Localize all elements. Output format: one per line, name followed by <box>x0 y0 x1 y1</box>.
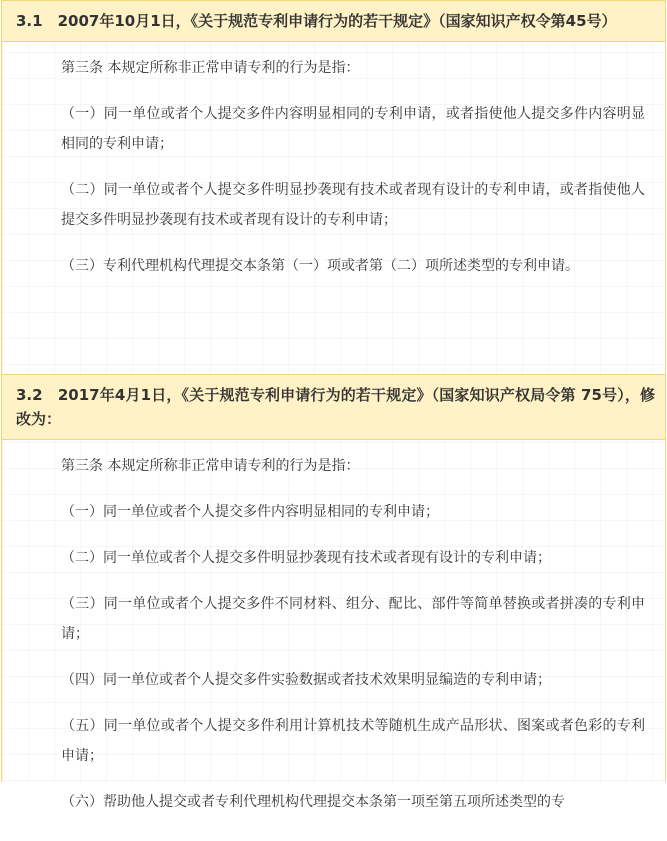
clause-5: （五）同一单位或者个人提交多件利用计算机技术等随机生成产品形状、图案或者色彩的专利申请； <box>61 718 645 764</box>
clause-1: （一）同一单位或者个人提交多件内容明显相同的专利申请，或者指使他人提交多件内容明显相同的专利申请； <box>61 106 645 152</box>
article-intro: 第三条 本规定所称非正常申请专利的行为是指： <box>61 458 360 474</box>
clause-2: （二）同一单位或者个人提交多件明显抄袭现有技术或者现有设计的专利申请； <box>61 550 551 566</box>
section-body-3-2 <box>2 440 665 841</box>
clause-2: （二）同一单位或者个人提交多件明显抄袭现有技术或者现有设计的专利申请，或者指使他人提交多件明显抄袭现有技术或者现有设计的专利申请； <box>61 182 645 228</box>
clause-6: （六）帮助他人提交或者专利代理机构代理提交本条第一项至第五项所述类型的专 <box>61 794 565 810</box>
section-header-3-2: 3.2 2017年4月1日，《关于规范专利申请行为的若干规定》（国家知识产权局令第 75号），修改为： <box>2 374 665 440</box>
clause-3: （三）专利代理机构代理提交本条第（一）项或者第（二）项所述类型的专利申请。 <box>61 258 579 274</box>
clause-3: （三）同一单位或者个人提交多件不同材料、组分、配比、部件等简单替换或者拼凑的专利申请； <box>61 596 645 642</box>
clause-1: （一）同一单位或者个人提交多件内容明显相同的专利申请； <box>61 504 439 520</box>
document-page <box>1 0 666 810</box>
article-intro: 第三条 本规定所称非正常申请专利的行为是指： <box>61 60 360 76</box>
section-header-3-1: 3.1 2007年10月1日，《关于规范专利申请行为的若干规定》（国家知识产权令第45号） <box>2 0 665 42</box>
section-body-3-1 <box>2 42 665 374</box>
clause-4: （四）同一单位或者个人提交多件实验数据或者技术效果明显编造的专利申请； <box>61 672 551 688</box>
